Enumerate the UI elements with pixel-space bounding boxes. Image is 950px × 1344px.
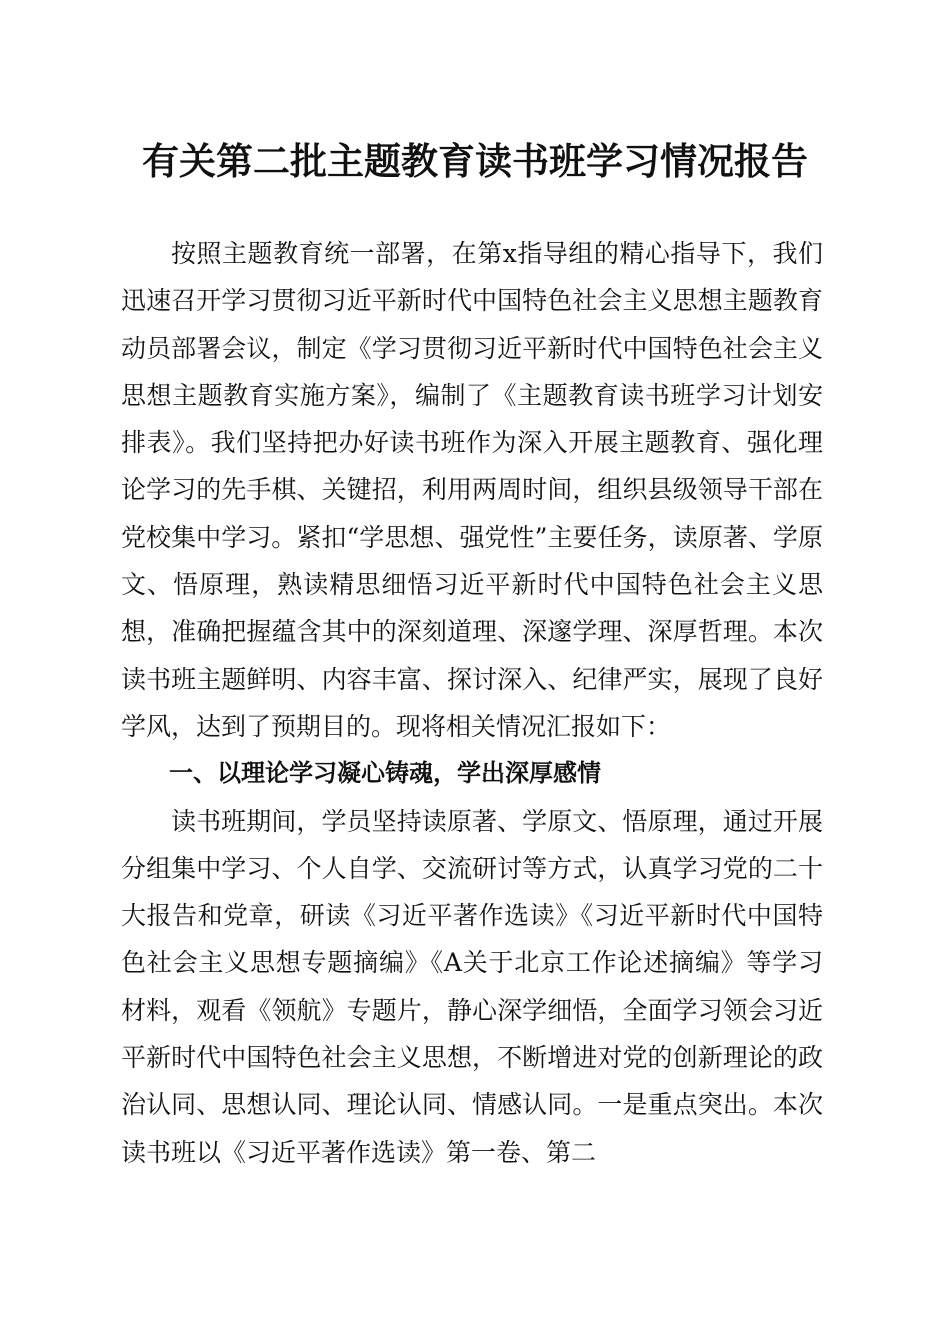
document-body xyxy=(121,230,823,1176)
section-1-paragraph: 读书班期间，学员坚持读原著、学原文、悟原理，通过开展分组集中学习、个人自学、交流研讨等方式，认真学习党的二十大报告和党章，研读《习近平著作选读》《习近平新时代中国特色社会主义思想专题摘编》《A关于北京工作论述摘编》等学习材料，观看《领航》专题片，静心深学细悟，全面学习领会习近平新时代中国特色社会主义思想，不断增进对党的创新理论的政治认同、思想认同、理论认同、情感认同。一是重点突出。本次读书班以《习近平著作选读》第一卷、第二 xyxy=(121,806,823,1167)
document-title: 有关第二批主题教育读书班学习情况报告 xyxy=(142,139,808,183)
section-1-heading: 一、以理论学习凝心铸魂，学出深厚感情 xyxy=(169,759,601,788)
intro-paragraph: 按照主题教育统一部署，在第x指导组的精心指导下，我们迅速召开学习贯彻习近平新时代中国特色社会主义思想主题教育动员部署会议，制定《学习贯彻习近平新时代中国特色社会主义思想主题教育实施方案》，编制了《主题教育读书班学习计划安排表》。我们坚持把办好读书班作为深入开展主题教育、强化理论学习的先手棋、关键招，利用两周时间，组织县级领导干部在党校集中学习。紧扣“学思想、强党性”主要任务，读原著、学原文、悟原理，熟读精思细悟习近平新时代中国特色社会主义思想，准确把握蕴含其中的深刻道理、深邃学理、深厚哲理。本次读书班主题鲜明、内容丰富、探讨深入、纪律严实，展现了良好学风，达到了预期目的。现将相关情况汇报如下： xyxy=(121,239,823,741)
